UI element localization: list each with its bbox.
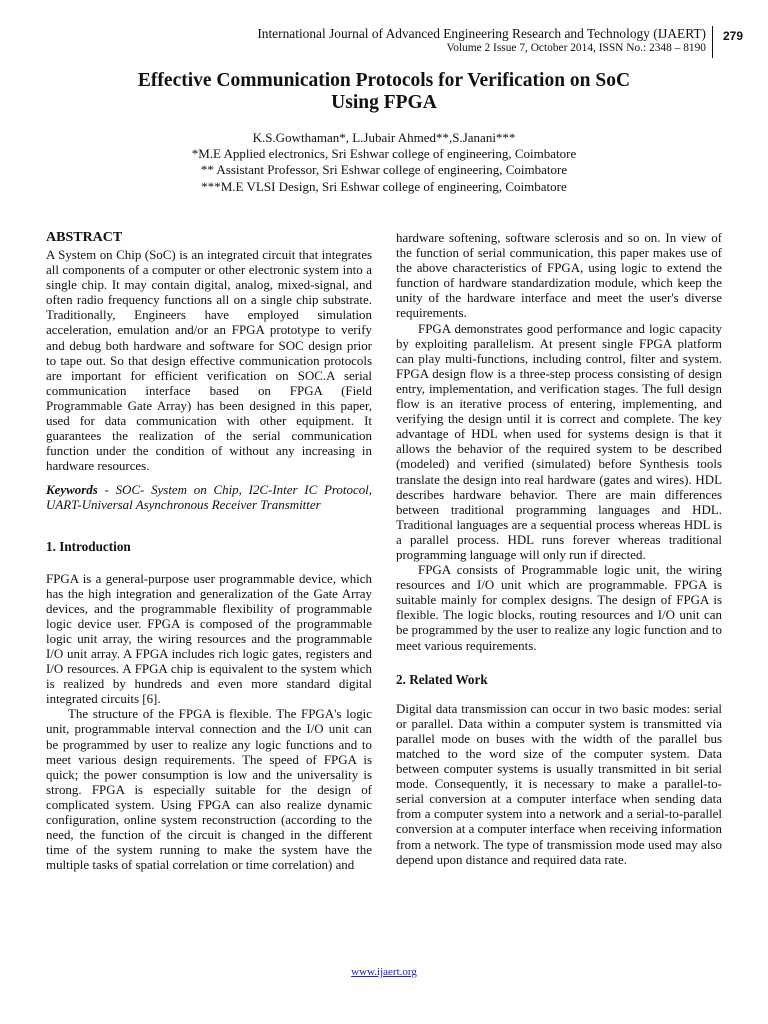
journal-name: International Journal of Advanced Engineering Research and Technology (IJAERT) — [257, 26, 706, 41]
volume-info: Volume 2 Issue 7, October 2014, ISSN No.: 2348 – 8190 — [446, 42, 706, 54]
footer-link[interactable]: www.ijaert.org — [351, 966, 417, 978]
running-header — [0, 26, 768, 66]
title-line-1: Effective Communication Protocols for Verification on SoC — [137, 70, 631, 91]
right-column — [396, 230, 722, 867]
section-heading-introduction: 1. Introduction — [46, 539, 131, 555]
left-column — [46, 230, 372, 872]
abstract-heading: ABSTRACT — [46, 230, 123, 245]
keywords-text: - SOC- System on Chip, I2C-Inter IC Protocol, UART-Universal Asynchronous Receiver Transmitter — [46, 482, 372, 513]
abstract-text: A System on Chip (SoC) is an integrated circuit that integrates all components of a computer or other electronic system into a single chip. It may contain digital, analog, mixed-signal, and often radio frequency functions all on a single chip substrate. Traditionally, Engineers have employed simulation acceleration, emulation and/or an FPGA prototype to verify and debug both hardware and software for SOC design prior to tape out. So that design effective communication protocols are important for efficient verification on SOC.A serial communication interface based on FPGA (Field Programmable Gate Array) has been designed in this paper, used for data communication with other equipment. It guarantees the realization of the serial communication function under the condition of without any increasing in hardware resources. — [46, 247, 372, 474]
header-divider — [712, 26, 713, 58]
paragraph: hardware softening, software sclerosis and so on. In view of the function of serial communication, this paper makes use of the above characteristics of FPGA, using logic to extend the function of hardware standardization module, which keep the unity of the hardware interface and meet the user's diverse requirements. — [396, 230, 722, 321]
affiliation-2: ** Assistant Professor, Sri Eshwar college of engineering, Coimbatore — [200, 162, 568, 178]
paragraph: The structure of the FPGA is flexible. The FPGA's logic unit, programmable interval connection and the I/O unit can be programmed by user to realize any logic functions and to meet various design requirements. The speed of FPGA is quick; the power consumption is low and the universality is strong. FPGA is especially suitable for the design of complicated system. Using FPGA can also realize dynamic configuration, online system reconstruction (according to the need, the function of the circuit is changed in the different time of the system running to make the system have the multiple tasks of spatial correlation or time correlation) and — [46, 706, 372, 873]
affiliation-1: *M.E Applied electronics, Sri Eshwar college of engineering, Coimbatore — [191, 146, 577, 162]
author-names: K.S.Gowthaman*, L.Jubair Ahmed**,S.Janani*** — [252, 130, 516, 145]
keywords-label: Keywords — [46, 482, 98, 498]
author-block — [0, 130, 768, 195]
page-number: 279 — [723, 29, 744, 43]
paper-title — [0, 70, 768, 114]
paragraph: Digital data transmission can occur in two basic modes: serial or parallel. Data within a computer system is transmitted via parallel mode on buses with the width of the parallel bus matched to the word size of the computer system. Data between computer systems is usually transmitted in bit serial mode. Consequently, it is necessary to make a parallel-to-serial conversion at a computer interface when sending data from a computer system into a network and a serial-to-parallel conversion at a computer interface when receiving information from a network. The type of transmission mode used may also depend upon distance and required data rate. — [396, 700, 722, 867]
title-line-2: Using FPGA — [331, 92, 437, 113]
paragraph: FPGA demonstrates good performance and logic capacity by exploiting parallelism. At present single FPGA platform can play multi-functions, including control, filter and system. FPGA design flow is a three-step process consisting of design entry, implementation, and verification stages. The full design flow is an iterative process of entering, implementing, and verifying the design until it is correct and complete. The key advantage of HDL when used for systems design is that it allows the behavior of the required system to be described (modeled) and verified (simulated) before Synthesis tools translate the design into real hardware (gates and wires). HDL describes hardware behavior. There are main differences between traditional programming languages and HDL. Traditional languages are a sequential process whereas HDL is a parallel process. HDL runs forever whereas traditional programming language will only run if directed. — [396, 320, 722, 562]
affiliation-3: ***M.E VLSI Design, Sri Eshwar college of engineering, Coimbatore — [201, 178, 567, 194]
paragraph: FPGA is a general-purpose user programmable device, which has the high integration and generalization of the Gate Array devices, and the programmable flexibility of programmable logic device user. FPGA is composed of the programmable logic unit array, the wiring resources and the programmable I/O unit array. A FPGA includes rich logic gates, registers and I/O resources. A FPGA chip is equivalent to the system which is realized by hundreds and even more standard digital integrated circuits [6]. — [46, 570, 372, 707]
paragraph: FPGA consists of Programmable logic unit, the wiring resources and I/O unit which are programmable. FPGA is suitable mainly for complex designs. The design of FPGA is flexible. The logic blocks, routing resources and I/O unit can be programmed by the user to realize any logic function and to meet various requirements. — [396, 562, 722, 653]
keywords — [46, 482, 372, 512]
footer — [0, 966, 768, 978]
section-heading-related-work: 2. Related Work — [396, 671, 488, 687]
